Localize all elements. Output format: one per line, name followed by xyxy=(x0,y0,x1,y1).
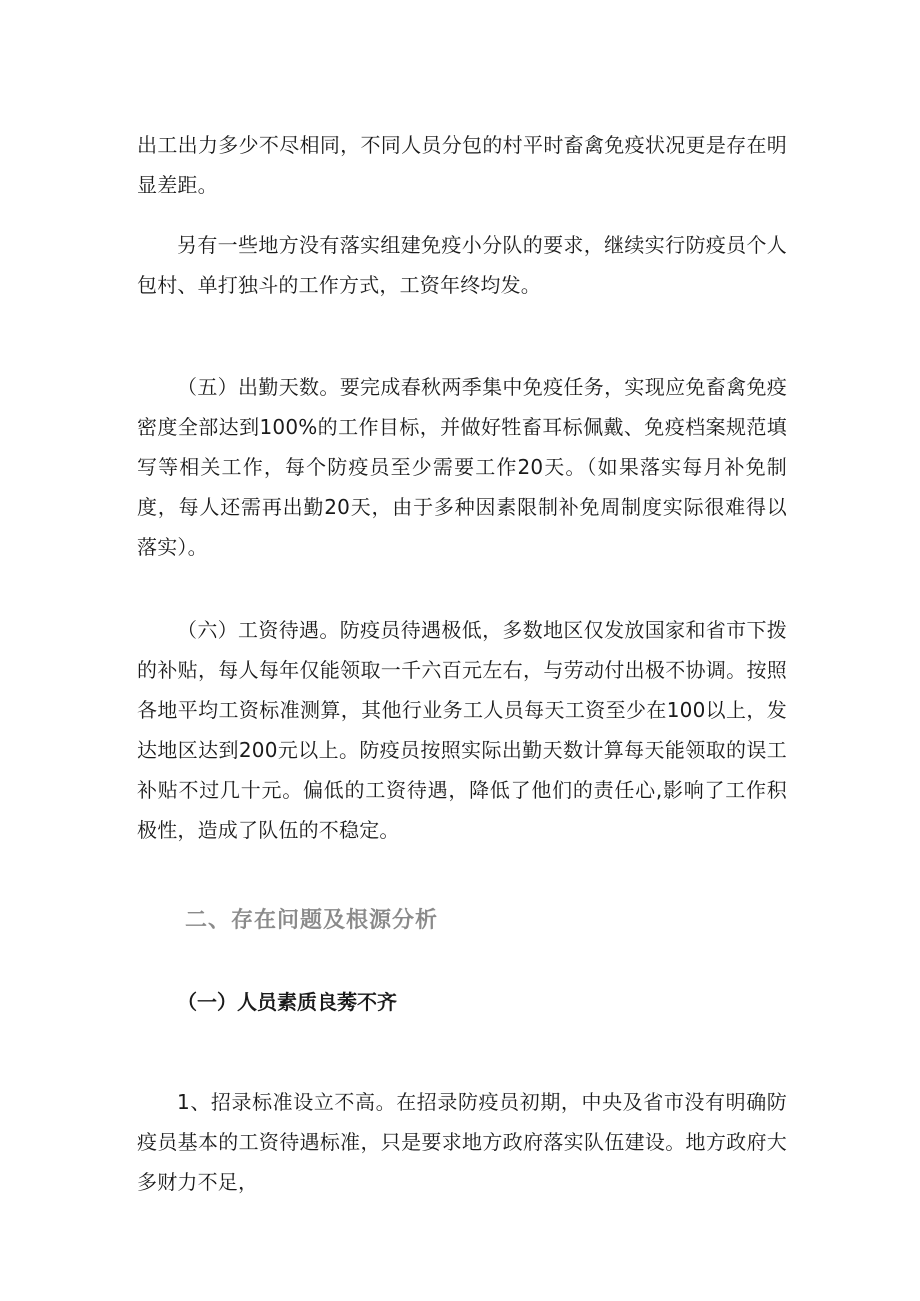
paragraph-attendance-days: （五）出勤天数。要完成春秋两季集中免疫任务，实现应免畜禽免疫密度全部达到100%的工作目标，并做好牲畜耳标佩戴、免疫档案规范填写等相关工作，每个防疫员至少需要工作20天。（如果落实每月补免制度，每人还需再出勤20天，由于多种因素限制补免周制度实际很难得以落实）。 xyxy=(137,375,787,559)
paragraph-team-requirement: 另有一些地方没有落实组建免疫小分队的要求，继续实行防疫员个人包村、单打独斗的工作方式，工资年终均发。 xyxy=(137,233,787,297)
subheading-personnel-quality: （一）人员素质良莠不齐 xyxy=(177,990,397,1014)
paragraph-salary: （六）工资待遇。防疫员待遇极低，多数地区仅发放国家和省市下拨的补贴，每人每年仅能领取一千六百元左右，与劳动付出极不协调。按照各地平均工资标准测算，其他行业务工人员每天工资至少在100以上，发达地区达到200元以上。防疫员按照实际出勤天数计算每天能领取的误工补贴不过几十元。偏低的工资待遇，降低了他们的责任心,影响了工作积极性，造成了队伍的不稳定。 xyxy=(137,618,787,842)
paragraph-recruitment-standard: 1、招录标准设立不高。在招录防疫员初期，中央及省市没有明确防疫员基本的工资待遇标准，只是要求地方政府落实队伍建设。地方政府大多财力不足， xyxy=(137,1090,787,1194)
paragraph-continuation: 出工出力多少不尽相同，不同人员分包的村平时畜禽免疫状况更是存在明显差距。 xyxy=(137,133,787,197)
section-heading: 二、存在问题及根源分析 xyxy=(185,907,439,933)
